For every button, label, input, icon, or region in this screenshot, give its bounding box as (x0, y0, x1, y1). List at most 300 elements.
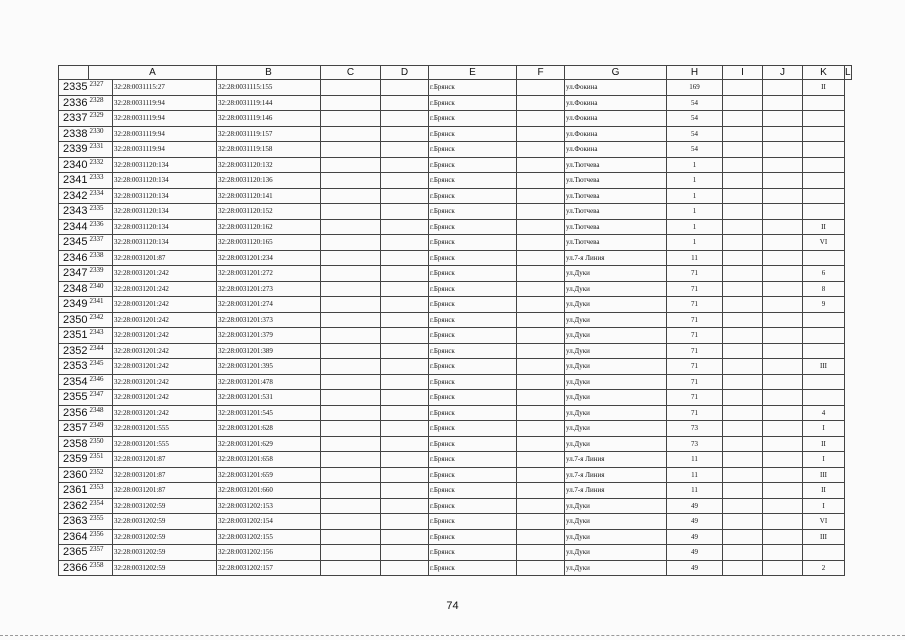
cell-d[interactable] (321, 359, 381, 375)
cell-f[interactable]: г.Брянск (429, 560, 517, 576)
cell-j[interactable] (723, 157, 763, 173)
cell-c[interactable]: 32:28:0031202:156 (217, 545, 321, 561)
cell-e[interactable] (381, 204, 429, 220)
cell-f[interactable]: г.Брянск (429, 374, 517, 390)
cell-f[interactable]: г.Брянск (429, 405, 517, 421)
cell-h[interactable]: ул.Тютчева (565, 157, 667, 173)
cell-e[interactable] (381, 281, 429, 297)
cell-k[interactable] (763, 328, 803, 344)
cell-i[interactable]: 169 (667, 80, 723, 96)
cell-e[interactable] (381, 545, 429, 561)
cell-a[interactable]: 2344 (89, 343, 113, 359)
row-number[interactable]: 2352 (59, 343, 89, 359)
cell-i[interactable]: 11 (667, 452, 723, 468)
cell-h[interactable]: ул.7-я Линия (565, 483, 667, 499)
cell-e[interactable] (381, 328, 429, 344)
cell-j[interactable] (723, 390, 763, 406)
cell-g[interactable] (517, 95, 565, 111)
cell-j[interactable] (723, 95, 763, 111)
cell-g[interactable] (517, 359, 565, 375)
cell-l[interactable] (803, 142, 845, 158)
cell-e[interactable] (381, 483, 429, 499)
cell-g[interactable] (517, 157, 565, 173)
cell-d[interactable] (321, 498, 381, 514)
cell-i[interactable]: 54 (667, 126, 723, 142)
cell-c[interactable]: 32:28:0031120:141 (217, 188, 321, 204)
cell-d[interactable] (321, 436, 381, 452)
cell-g[interactable] (517, 514, 565, 530)
cell-i[interactable]: 71 (667, 405, 723, 421)
cell-g[interactable] (517, 328, 565, 344)
cell-k[interactable] (763, 359, 803, 375)
cell-i[interactable]: 1 (667, 173, 723, 189)
cell-d[interactable] (321, 111, 381, 127)
cell-e[interactable] (381, 529, 429, 545)
cell-f[interactable]: г.Брянск (429, 452, 517, 468)
cell-j[interactable] (723, 545, 763, 561)
cell-g[interactable] (517, 390, 565, 406)
cell-j[interactable] (723, 297, 763, 313)
cell-g[interactable] (517, 111, 565, 127)
cell-a[interactable]: 2340 (89, 281, 113, 297)
cell-e[interactable] (381, 312, 429, 328)
cell-b[interactable]: 32:28:0031201:242 (113, 405, 217, 421)
cell-h[interactable]: ул.Дуки (565, 405, 667, 421)
cell-d[interactable] (321, 297, 381, 313)
cell-i[interactable]: 71 (667, 297, 723, 313)
cell-e[interactable] (381, 235, 429, 251)
cell-l[interactable]: II (803, 219, 845, 235)
cell-g[interactable] (517, 312, 565, 328)
cell-i[interactable]: 54 (667, 142, 723, 158)
cell-f[interactable]: г.Брянск (429, 80, 517, 96)
cell-e[interactable] (381, 467, 429, 483)
cell-g[interactable] (517, 281, 565, 297)
cell-i[interactable]: 71 (667, 328, 723, 344)
cell-d[interactable] (321, 483, 381, 499)
cell-e[interactable] (381, 452, 429, 468)
cell-c[interactable]: 32:28:0031201:659 (217, 467, 321, 483)
cell-g[interactable] (517, 436, 565, 452)
cell-f[interactable]: г.Брянск (429, 188, 517, 204)
cell-b[interactable]: 32:28:0031120:134 (113, 235, 217, 251)
cell-c[interactable]: 32:28:0031120:152 (217, 204, 321, 220)
cell-b[interactable]: 32:28:0031201:242 (113, 328, 217, 344)
cell-i[interactable]: 71 (667, 390, 723, 406)
cell-e[interactable] (381, 560, 429, 576)
row-number[interactable]: 2337 (59, 111, 89, 127)
cell-c[interactable]: 32:28:0031201:272 (217, 266, 321, 282)
cell-i[interactable]: 71 (667, 312, 723, 328)
cell-g[interactable] (517, 452, 565, 468)
cell-b[interactable]: 32:28:0031119:94 (113, 126, 217, 142)
cell-k[interactable] (763, 343, 803, 359)
cell-j[interactable] (723, 111, 763, 127)
row-number[interactable]: 2339 (59, 142, 89, 158)
cell-b[interactable]: 32:28:0031202:59 (113, 498, 217, 514)
cell-k[interactable] (763, 514, 803, 530)
cell-g[interactable] (517, 545, 565, 561)
column-header-f[interactable]: F (517, 66, 565, 80)
cell-k[interactable] (763, 142, 803, 158)
cell-h[interactable]: ул.Фокина (565, 80, 667, 96)
cell-e[interactable] (381, 297, 429, 313)
cell-k[interactable] (763, 235, 803, 251)
cell-a[interactable]: 2357 (89, 545, 113, 561)
cell-f[interactable]: г.Брянск (429, 514, 517, 530)
cell-f[interactable]: г.Брянск (429, 483, 517, 499)
cell-b[interactable]: 32:28:0031119:94 (113, 142, 217, 158)
cell-g[interactable] (517, 529, 565, 545)
cell-h[interactable]: ул.Фокина (565, 142, 667, 158)
cell-j[interactable] (723, 266, 763, 282)
cell-g[interactable] (517, 483, 565, 499)
cell-k[interactable] (763, 467, 803, 483)
cell-f[interactable]: г.Брянск (429, 328, 517, 344)
cell-j[interactable] (723, 374, 763, 390)
cell-e[interactable] (381, 126, 429, 142)
cell-i[interactable]: 49 (667, 498, 723, 514)
cell-d[interactable] (321, 545, 381, 561)
row-number[interactable]: 2349 (59, 297, 89, 313)
cell-c[interactable]: 32:28:0031120:136 (217, 173, 321, 189)
cell-d[interactable] (321, 374, 381, 390)
cell-h[interactable]: ул.Дуки (565, 390, 667, 406)
cell-d[interactable] (321, 467, 381, 483)
cell-j[interactable] (723, 467, 763, 483)
row-number[interactable]: 2350 (59, 312, 89, 328)
cell-l[interactable]: I (803, 498, 845, 514)
cell-g[interactable] (517, 188, 565, 204)
row-number[interactable]: 2361 (59, 483, 89, 499)
column-header-a[interactable]: A (89, 66, 217, 80)
cell-l[interactable] (803, 328, 845, 344)
cell-j[interactable] (723, 80, 763, 96)
cell-a[interactable]: 2349 (89, 421, 113, 437)
cell-j[interactable] (723, 405, 763, 421)
cell-h[interactable]: ул.Дуки (565, 560, 667, 576)
row-number[interactable]: 2341 (59, 173, 89, 189)
cell-b[interactable]: 32:28:0031201:242 (113, 281, 217, 297)
cell-l[interactable]: 4 (803, 405, 845, 421)
cell-f[interactable]: г.Брянск (429, 95, 517, 111)
row-number[interactable]: 2338 (59, 126, 89, 142)
cell-h[interactable]: ул.Тютчева (565, 219, 667, 235)
row-number[interactable]: 2363 (59, 514, 89, 530)
cell-k[interactable] (763, 204, 803, 220)
row-number[interactable]: 2360 (59, 467, 89, 483)
cell-d[interactable] (321, 80, 381, 96)
cell-c[interactable]: 32:28:0031201:660 (217, 483, 321, 499)
cell-b[interactable]: 32:28:0031120:134 (113, 173, 217, 189)
cell-a[interactable]: 2339 (89, 266, 113, 282)
cell-j[interactable] (723, 529, 763, 545)
cell-b[interactable]: 32:28:0031201:87 (113, 467, 217, 483)
cell-e[interactable] (381, 95, 429, 111)
row-number[interactable]: 2354 (59, 374, 89, 390)
column-header-b[interactable]: B (217, 66, 321, 80)
row-number[interactable]: 2335 (59, 80, 89, 96)
row-number[interactable]: 2343 (59, 204, 89, 220)
cell-d[interactable] (321, 560, 381, 576)
cell-e[interactable] (381, 343, 429, 359)
cell-d[interactable] (321, 529, 381, 545)
cell-d[interactable] (321, 173, 381, 189)
cell-g[interactable] (517, 421, 565, 437)
cell-k[interactable] (763, 297, 803, 313)
cell-k[interactable] (763, 390, 803, 406)
cell-l[interactable]: VI (803, 235, 845, 251)
cell-j[interactable] (723, 188, 763, 204)
cell-d[interactable] (321, 281, 381, 297)
cell-b[interactable]: 32:28:0031202:59 (113, 514, 217, 530)
cell-i[interactable]: 11 (667, 250, 723, 266)
cell-b[interactable]: 32:28:0031201:555 (113, 421, 217, 437)
cell-b[interactable]: 32:28:0031201:242 (113, 297, 217, 313)
cell-h[interactable]: ул.Дуки (565, 498, 667, 514)
cell-f[interactable]: г.Брянск (429, 436, 517, 452)
cell-j[interactable] (723, 235, 763, 251)
cell-k[interactable] (763, 560, 803, 576)
cell-a[interactable]: 2331 (89, 142, 113, 158)
cell-b[interactable]: 32:28:0031201:87 (113, 452, 217, 468)
cell-i[interactable]: 1 (667, 204, 723, 220)
cell-e[interactable] (381, 374, 429, 390)
cell-a[interactable]: 2343 (89, 328, 113, 344)
cell-d[interactable] (321, 235, 381, 251)
cell-b[interactable]: 32:28:0031201:87 (113, 250, 217, 266)
cell-c[interactable]: 32:28:0031202:154 (217, 514, 321, 530)
cell-j[interactable] (723, 436, 763, 452)
cell-b[interactable]: 32:28:0031201:242 (113, 312, 217, 328)
cell-i[interactable]: 1 (667, 188, 723, 204)
cell-c[interactable]: 32:28:0031202:157 (217, 560, 321, 576)
cell-g[interactable] (517, 80, 565, 96)
row-number[interactable]: 2359 (59, 452, 89, 468)
cell-b[interactable]: 32:28:0031201:242 (113, 343, 217, 359)
cell-l[interactable] (803, 390, 845, 406)
cell-d[interactable] (321, 204, 381, 220)
cell-h[interactable]: ул.Тютчева (565, 204, 667, 220)
cell-c[interactable]: 32:28:0031115:155 (217, 80, 321, 96)
cell-i[interactable]: 49 (667, 529, 723, 545)
cell-b[interactable]: 32:28:0031201:242 (113, 359, 217, 375)
cell-c[interactable]: 32:28:0031201:658 (217, 452, 321, 468)
cell-b[interactable]: 32:28:0031201:242 (113, 266, 217, 282)
cell-h[interactable]: ул.Фокина (565, 111, 667, 127)
cell-a[interactable]: 2334 (89, 188, 113, 204)
cell-i[interactable]: 71 (667, 374, 723, 390)
cell-h[interactable]: ул.Дуки (565, 514, 667, 530)
cell-b[interactable]: 32:28:0031120:134 (113, 204, 217, 220)
cell-a[interactable]: 2358 (89, 560, 113, 576)
cell-b[interactable]: 32:28:0031201:242 (113, 374, 217, 390)
cell-d[interactable] (321, 142, 381, 158)
cell-e[interactable] (381, 421, 429, 437)
cell-k[interactable] (763, 281, 803, 297)
cell-k[interactable] (763, 312, 803, 328)
cell-g[interactable] (517, 343, 565, 359)
cell-f[interactable]: г.Брянск (429, 250, 517, 266)
cell-j[interactable] (723, 204, 763, 220)
cell-i[interactable]: 1 (667, 219, 723, 235)
row-number[interactable]: 2347 (59, 266, 89, 282)
cell-f[interactable]: г.Брянск (429, 545, 517, 561)
cell-l[interactable] (803, 312, 845, 328)
cell-a[interactable]: 2328 (89, 95, 113, 111)
cell-b[interactable]: 32:28:0031201:555 (113, 436, 217, 452)
cell-e[interactable] (381, 250, 429, 266)
cell-a[interactable]: 2335 (89, 204, 113, 220)
cell-h[interactable]: ул.Дуки (565, 312, 667, 328)
cell-l[interactable]: I (803, 452, 845, 468)
cell-d[interactable] (321, 126, 381, 142)
row-number[interactable]: 2340 (59, 157, 89, 173)
row-number[interactable]: 2344 (59, 219, 89, 235)
cell-k[interactable] (763, 219, 803, 235)
cell-g[interactable] (517, 405, 565, 421)
cell-k[interactable] (763, 266, 803, 282)
cell-i[interactable]: 1 (667, 235, 723, 251)
cell-a[interactable]: 2350 (89, 436, 113, 452)
cell-j[interactable] (723, 560, 763, 576)
cell-c[interactable]: 32:28:0031201:379 (217, 328, 321, 344)
cell-i[interactable]: 73 (667, 436, 723, 452)
cell-i[interactable]: 54 (667, 111, 723, 127)
cell-d[interactable] (321, 157, 381, 173)
column-header-j[interactable]: J (763, 66, 803, 80)
cell-k[interactable] (763, 405, 803, 421)
cell-j[interactable] (723, 452, 763, 468)
cell-h[interactable]: ул.Дуки (565, 436, 667, 452)
cell-f[interactable]: г.Брянск (429, 157, 517, 173)
cell-l[interactable] (803, 111, 845, 127)
row-number[interactable]: 2346 (59, 250, 89, 266)
cell-h[interactable]: ул.Тютчева (565, 188, 667, 204)
cell-k[interactable] (763, 436, 803, 452)
cell-l[interactable]: III (803, 529, 845, 545)
cell-h[interactable]: ул.Дуки (565, 343, 667, 359)
cell-c[interactable]: 32:28:0031201:629 (217, 436, 321, 452)
cell-a[interactable]: 2347 (89, 390, 113, 406)
cell-g[interactable] (517, 219, 565, 235)
cell-l[interactable]: III (803, 359, 845, 375)
cell-h[interactable]: ул.Дуки (565, 266, 667, 282)
cell-e[interactable] (381, 359, 429, 375)
row-number[interactable]: 2362 (59, 498, 89, 514)
cell-k[interactable] (763, 452, 803, 468)
row-number[interactable]: 2351 (59, 328, 89, 344)
cell-f[interactable]: г.Брянск (429, 142, 517, 158)
cell-d[interactable] (321, 390, 381, 406)
cell-g[interactable] (517, 498, 565, 514)
row-number[interactable]: 2366 (59, 560, 89, 576)
row-number[interactable]: 2358 (59, 436, 89, 452)
cell-a[interactable]: 2342 (89, 312, 113, 328)
cell-h[interactable]: ул.Дуки (565, 421, 667, 437)
cell-k[interactable] (763, 498, 803, 514)
cell-f[interactable]: г.Брянск (429, 281, 517, 297)
column-header-l[interactable]: L (845, 67, 851, 78)
cell-a[interactable]: 2356 (89, 529, 113, 545)
cell-i[interactable]: 54 (667, 95, 723, 111)
cell-h[interactable]: ул.Дуки (565, 545, 667, 561)
cell-i[interactable]: 49 (667, 545, 723, 561)
cell-k[interactable] (763, 157, 803, 173)
cell-e[interactable] (381, 173, 429, 189)
cell-j[interactable] (723, 250, 763, 266)
cell-k[interactable] (763, 111, 803, 127)
cell-g[interactable] (517, 250, 565, 266)
cell-e[interactable] (381, 111, 429, 127)
cell-f[interactable]: г.Брянск (429, 312, 517, 328)
cell-k[interactable] (763, 421, 803, 437)
cell-c[interactable]: 32:28:0031201:389 (217, 343, 321, 359)
cell-f[interactable]: г.Брянск (429, 421, 517, 437)
cell-l[interactable]: II (803, 80, 845, 96)
cell-j[interactable] (723, 343, 763, 359)
column-header-h[interactable]: H (667, 66, 723, 80)
cell-l[interactable]: 9 (803, 297, 845, 313)
cell-j[interactable] (723, 173, 763, 189)
cell-c[interactable]: 32:28:0031201:545 (217, 405, 321, 421)
cell-c[interactable]: 32:28:0031201:274 (217, 297, 321, 313)
cell-b[interactable]: 32:28:0031201:242 (113, 390, 217, 406)
cell-a[interactable]: 2338 (89, 250, 113, 266)
cell-h[interactable]: ул.Тютчева (565, 235, 667, 251)
cell-j[interactable] (723, 126, 763, 142)
row-number[interactable]: 2357 (59, 421, 89, 437)
column-header-d[interactable]: D (381, 66, 429, 80)
cell-f[interactable]: г.Брянск (429, 297, 517, 313)
cell-d[interactable] (321, 250, 381, 266)
cell-f[interactable]: г.Брянск (429, 266, 517, 282)
cell-f[interactable]: г.Брянск (429, 173, 517, 189)
cell-c[interactable]: 32:28:0031201:628 (217, 421, 321, 437)
column-header-g[interactable]: G (565, 66, 667, 80)
cell-g[interactable] (517, 142, 565, 158)
cell-f[interactable]: г.Брянск (429, 204, 517, 220)
cell-a[interactable]: 2346 (89, 374, 113, 390)
cell-h[interactable]: ул.Тютчева (565, 173, 667, 189)
cell-j[interactable] (723, 359, 763, 375)
cell-l[interactable] (803, 545, 845, 561)
cell-h[interactable]: ул.7-я Линия (565, 452, 667, 468)
cell-l[interactable]: I (803, 421, 845, 437)
cell-f[interactable]: г.Брянск (429, 343, 517, 359)
cell-c[interactable]: 32:28:0031201:234 (217, 250, 321, 266)
cell-g[interactable] (517, 266, 565, 282)
cell-d[interactable] (321, 266, 381, 282)
cell-l[interactable]: 2 (803, 560, 845, 576)
cell-j[interactable] (723, 219, 763, 235)
cell-g[interactable] (517, 235, 565, 251)
cell-l[interactable]: II (803, 483, 845, 499)
row-number[interactable]: 2348 (59, 281, 89, 297)
cell-k[interactable] (763, 374, 803, 390)
cell-l[interactable]: III (803, 467, 845, 483)
cell-b[interactable]: 32:28:0031201:87 (113, 483, 217, 499)
cell-h[interactable]: ул.Дуки (565, 529, 667, 545)
cell-f[interactable]: г.Брянск (429, 111, 517, 127)
cell-b[interactable]: 32:28:0031120:134 (113, 219, 217, 235)
cell-l[interactable] (803, 374, 845, 390)
cell-d[interactable] (321, 219, 381, 235)
cell-h[interactable]: ул.Фокина (565, 126, 667, 142)
row-number[interactable]: 2355 (59, 390, 89, 406)
cell-k[interactable] (763, 80, 803, 96)
cell-f[interactable]: г.Брянск (429, 529, 517, 545)
